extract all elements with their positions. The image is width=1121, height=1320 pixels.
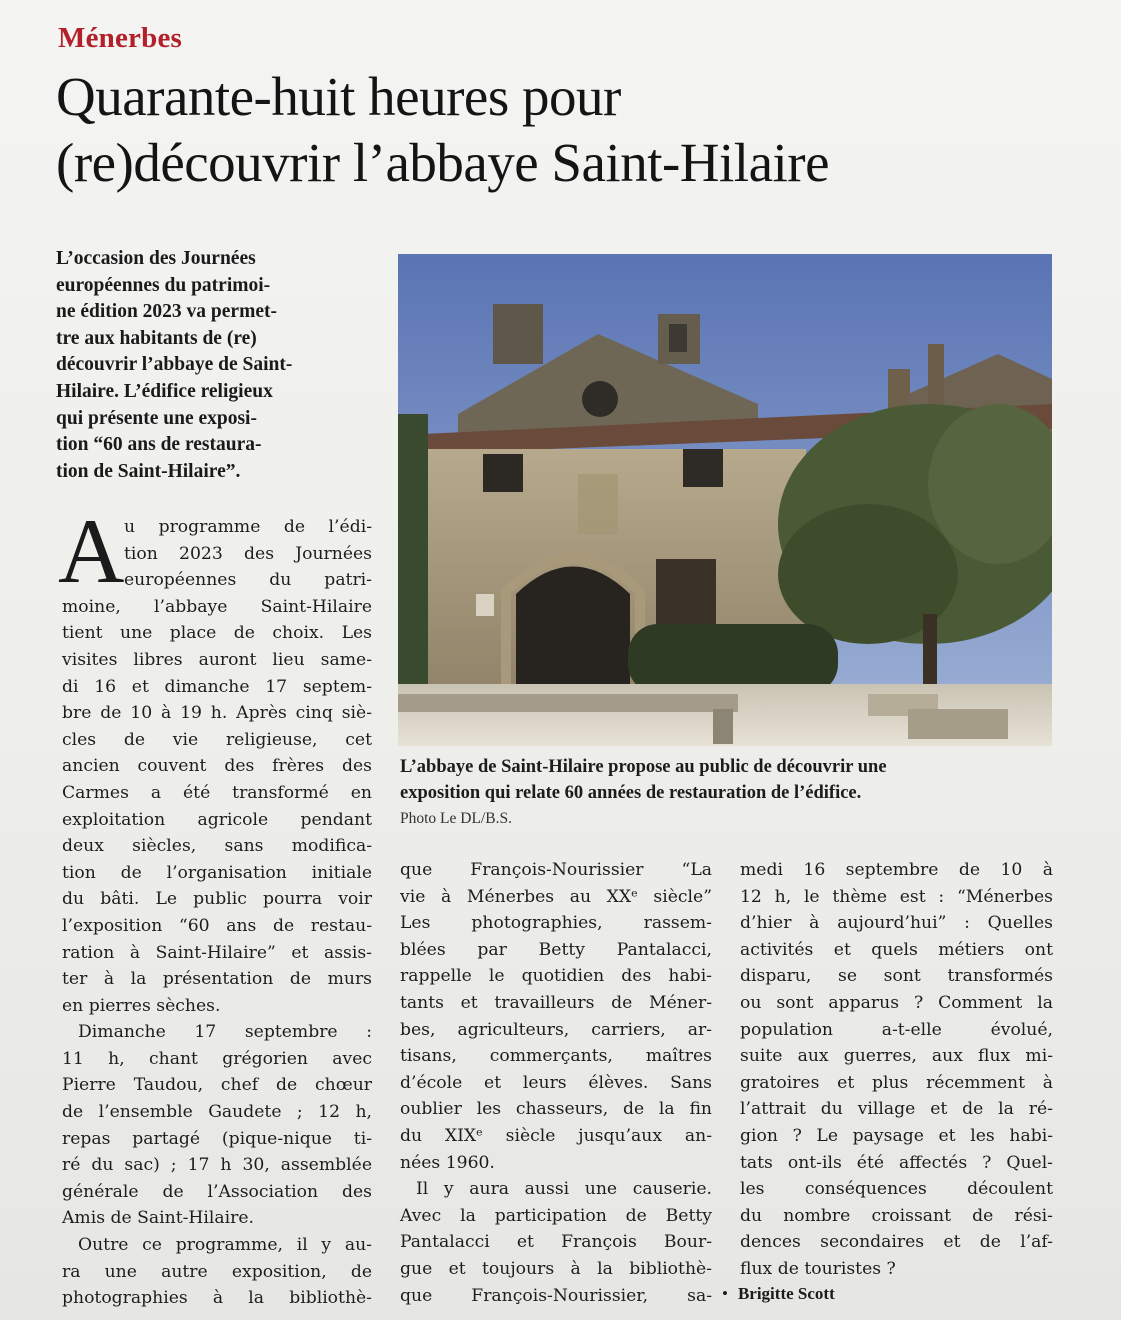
body-line: gion ? Le paysage et les habi- bbox=[740, 1125, 1053, 1146]
body-column-3 bbox=[740, 857, 1053, 1283]
body-line: les conséquences découlent bbox=[740, 1179, 1053, 1200]
lede-line: tion “60 ans de restaura- bbox=[56, 434, 262, 456]
body-line: cles de vie religieuse, cet bbox=[62, 729, 372, 750]
body-line: ration à Saint-Hilaire” et assis- bbox=[62, 942, 372, 963]
body-line: oublier les chasseurs, de la fin bbox=[400, 1099, 712, 1120]
caption-line: exposition qui relate 60 années de restauration de l’édifice. bbox=[400, 782, 862, 803]
body-line: d’hier à aujourd’hui” : Quelles bbox=[740, 913, 1053, 934]
body-line: que François-Nourissier, sa- bbox=[400, 1285, 712, 1306]
body-line: Pierre Taudou, chef de chœur bbox=[62, 1075, 372, 1096]
body-line: activités et quels métiers ont bbox=[740, 939, 1053, 960]
body-line: ancien couvent des frères des bbox=[62, 756, 372, 777]
body-line: du XIXᵉ siècle jusqu’aux an- bbox=[400, 1125, 712, 1146]
body-line: ra une autre exposition, de bbox=[62, 1261, 372, 1282]
body-line: flux de touristes ? bbox=[740, 1258, 896, 1279]
body-line: ré du sac) ; 17 h 30, assemblée bbox=[62, 1155, 372, 1176]
body-line: u programme de l’édi- bbox=[124, 517, 372, 537]
body-line: ter à la présentation de murs bbox=[62, 969, 372, 990]
body-column-1 bbox=[62, 514, 372, 1312]
body-line: en pierres sèches. bbox=[62, 995, 221, 1016]
body-line: photographies à la bibliothè- bbox=[62, 1288, 372, 1309]
body-line: que François-Nourissier “La bbox=[400, 860, 712, 880]
body-line: l’exposition “60 ans de restau- bbox=[62, 915, 372, 936]
headline-line: Quarante-huit heures pour bbox=[56, 66, 621, 127]
body-line: repas partagé (pique-nique ti- bbox=[62, 1128, 372, 1149]
body-line: exploitation agricole pendant bbox=[62, 809, 372, 830]
body-line: du bâti. Le public pourra voir bbox=[62, 889, 372, 910]
body-line: disparu, se sont transformés bbox=[740, 966, 1053, 987]
headline bbox=[56, 64, 1096, 196]
body-line: di 16 et dimanche 17 septem- bbox=[62, 676, 372, 697]
body-line: nées 1960. bbox=[400, 1152, 495, 1173]
body-line: Dimanche 17 septembre : bbox=[78, 1022, 372, 1043]
lede-paragraph bbox=[56, 246, 376, 485]
author-name: Brigitte Scott bbox=[737, 1284, 835, 1303]
body-line: visites libres auront lieu same- bbox=[62, 649, 372, 670]
body-column-2 bbox=[400, 857, 712, 1309]
body-line: 12 h, le thème est : “Ménerbes bbox=[740, 886, 1053, 907]
body-line: deux siècles, sans modifica- bbox=[62, 836, 372, 857]
body-line: tants et travailleurs de Méner- bbox=[400, 992, 712, 1013]
section-kicker: Ménerbes bbox=[58, 22, 183, 54]
body-line: gue et toujours à la bibliothè- bbox=[400, 1258, 712, 1279]
body-line: l’attrait du village et de la ré- bbox=[740, 1099, 1053, 1120]
body-line: Carmes a été transformé en bbox=[62, 782, 372, 803]
lede-line: tre aux habitants de (re) bbox=[56, 327, 257, 349]
lede-line: ne édition 2023 va permet- bbox=[56, 301, 277, 323]
body-line: population a-t-elle évolué, bbox=[740, 1019, 1053, 1040]
body-line: tisans, commerçants, maîtres bbox=[400, 1046, 712, 1067]
lede-line: L’occasion des Journées bbox=[56, 248, 256, 269]
body-line: vie à Ménerbes au XXᵉ siècle” bbox=[400, 886, 712, 907]
body-line: rappelle le quotidien des habi- bbox=[400, 966, 712, 987]
body-line: Les photographies, rassem- bbox=[400, 913, 712, 934]
body-line: Amis de Saint-Hilaire. bbox=[62, 1208, 255, 1229]
body-line: Outre ce programme, il y au- bbox=[78, 1235, 372, 1256]
lede-line: tion de Saint-Hilaire”. bbox=[56, 460, 241, 482]
body-line: ou sont apparus ? Comment la bbox=[740, 992, 1053, 1013]
body-line: Il y aura aussi une causerie. bbox=[416, 1179, 712, 1200]
body-line: moine, l’abbaye Saint-Hilaire bbox=[62, 596, 372, 617]
body-line: bes, agriculteurs, carriers, ar- bbox=[400, 1019, 712, 1040]
body-line: bre de 10 à 19 h. Après cinq siè- bbox=[62, 703, 372, 724]
author-byline bbox=[722, 1284, 835, 1304]
body-line: tient une place de choix. Les bbox=[62, 623, 372, 644]
body-line: 11 h, chant grégorien avec bbox=[62, 1048, 372, 1069]
body-line: tion de l’organisation initiale bbox=[62, 862, 372, 883]
byline-bullet-icon: • bbox=[722, 1284, 728, 1303]
body-line: blées par Betty Pantalacci, bbox=[400, 939, 712, 960]
body-line: dences secondaires et de l’af- bbox=[740, 1232, 1053, 1253]
photo-credit: Photo Le DL/B.S. bbox=[400, 810, 512, 827]
body-line: medi 16 septembre de 10 à bbox=[740, 860, 1053, 880]
body-line: gratoires et plus récemment à bbox=[740, 1072, 1053, 1093]
body-line: de l’ensemble Gaudete ; 12 h, bbox=[62, 1102, 372, 1123]
body-line: Pantalacci et François Bour- bbox=[400, 1232, 712, 1253]
body-line: du nombre croissant de rési- bbox=[740, 1205, 1053, 1226]
body-line: Avec la participation de Betty bbox=[400, 1205, 712, 1226]
lede-line: qui présente une exposi- bbox=[56, 407, 257, 429]
abbey-photo bbox=[398, 254, 1052, 746]
body-line: tats ont-ils été affectés ? Quel- bbox=[740, 1152, 1053, 1173]
body-line: générale de l’Association des bbox=[62, 1181, 372, 1202]
body-line: tion 2023 des Journées bbox=[124, 543, 372, 564]
lede-line: européennes du patrimoi- bbox=[56, 274, 271, 296]
body-line: d’école et leurs élèves. Sans bbox=[400, 1072, 712, 1093]
body-line: suite aux guerres, aux flux mi- bbox=[740, 1046, 1053, 1067]
body-line: européennes du patri- bbox=[124, 570, 372, 591]
photo-caption bbox=[400, 755, 1050, 806]
headline-line: (re)découvrir l’abbaye Saint-Hilaire bbox=[56, 132, 830, 193]
lede-line: Hilaire. L’édifice religieux bbox=[56, 380, 273, 402]
lede-line: découvrir l’abbaye de Saint- bbox=[56, 354, 293, 376]
caption-line: L’abbaye de Saint-Hilaire propose au public de découvrir une bbox=[400, 757, 887, 777]
drop-cap: A bbox=[58, 500, 125, 602]
